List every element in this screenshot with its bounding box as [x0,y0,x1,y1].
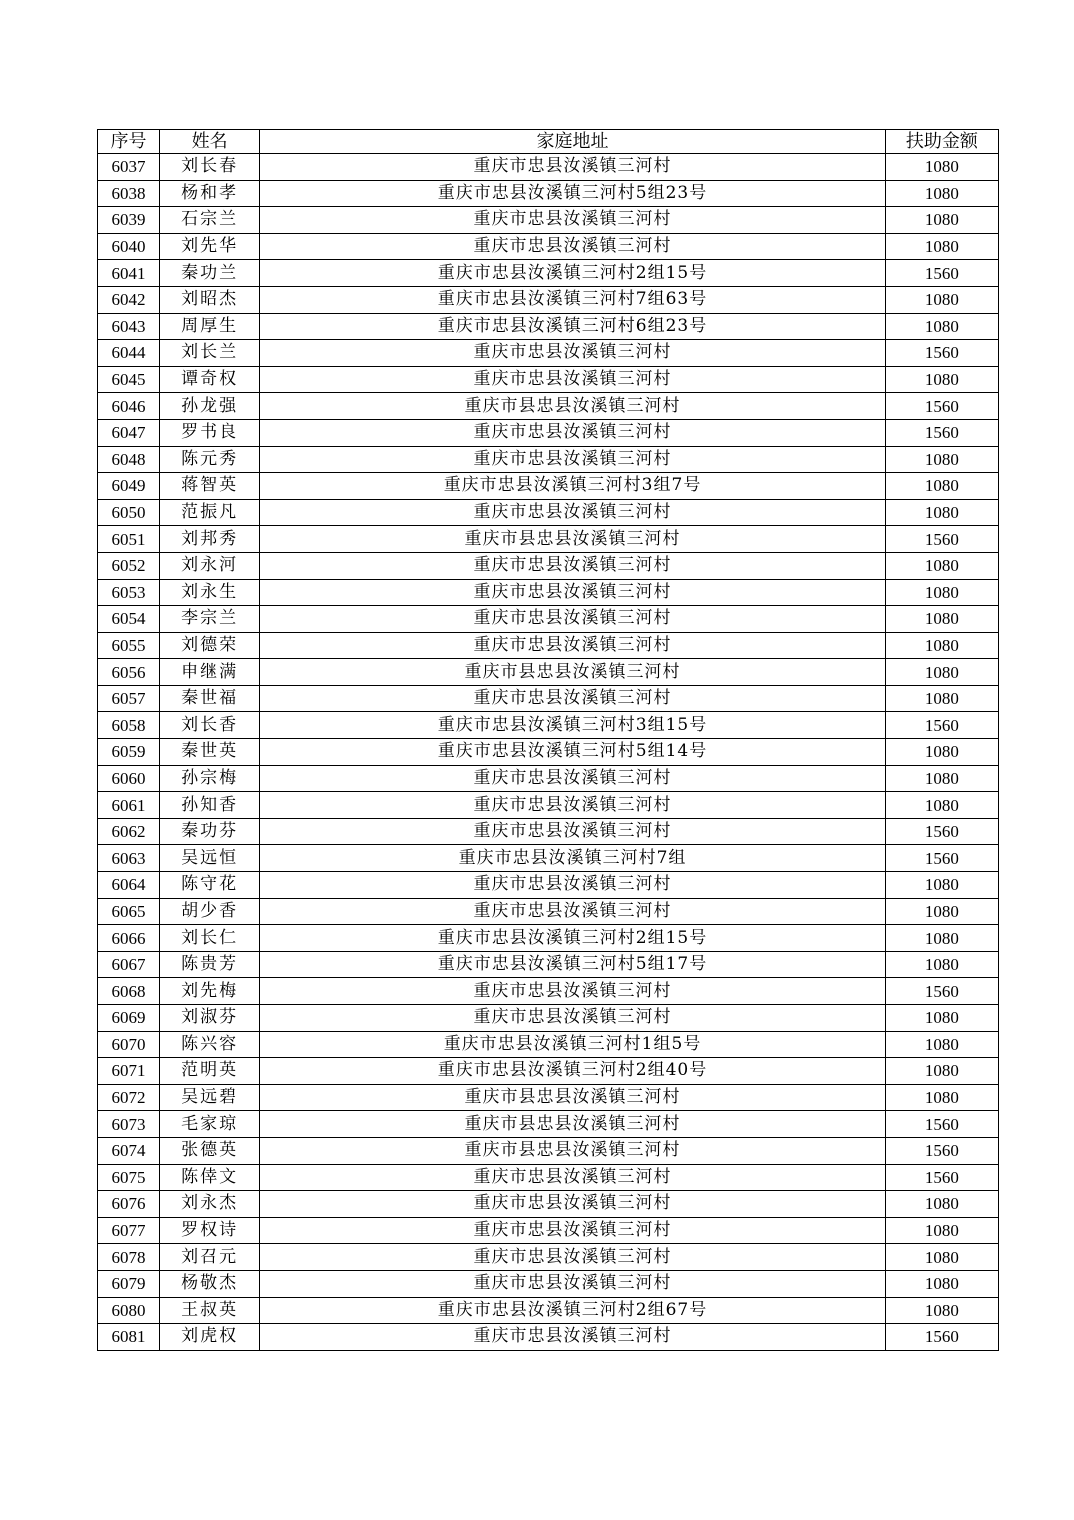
table-row [98,579,999,606]
cell-seq: 6059 [98,739,160,766]
cell-amount: 1080 [885,446,998,473]
cell-address: 重庆市忠县汝溪镇三河村 [260,579,886,606]
cell-seq: 6065 [98,898,160,925]
table-row [98,180,999,207]
table-row [98,340,999,367]
cell-seq: 6056 [98,659,160,686]
cell-name: 杨和孝 [160,180,260,207]
table-row [98,1137,999,1164]
cell-amount: 1080 [885,1005,998,1032]
cell-address: 重庆市忠县汝溪镇三河村 [260,1191,886,1218]
cell-amount: 1080 [885,739,998,766]
cell-amount: 1080 [885,207,998,234]
cell-address: 重庆市忠县汝溪镇三河村 [260,978,886,1005]
cell-address: 重庆市忠县汝溪镇三河村 [260,419,886,446]
cell-seq: 6061 [98,792,160,819]
cell-amount: 1080 [885,366,998,393]
cell-name: 刘长春 [160,154,260,181]
table-row [98,765,999,792]
cell-name: 秦世英 [160,739,260,766]
table-row [98,1084,999,1111]
cell-seq: 6074 [98,1137,160,1164]
table-row [98,872,999,899]
cell-amount: 1080 [885,685,998,712]
cell-address: 重庆市忠县汝溪镇三河村 [260,685,886,712]
cell-amount: 1080 [885,286,998,313]
cell-address: 重庆市县忠县汝溪镇三河村 [260,393,886,420]
cell-seq: 6055 [98,632,160,659]
cell-name: 范振凡 [160,499,260,526]
cell-address: 重庆市忠县汝溪镇三河村 [260,1005,886,1032]
cell-amount: 1560 [885,340,998,367]
cell-address: 重庆市县忠县汝溪镇三河村 [260,526,886,553]
cell-address: 重庆市忠县汝溪镇三河村 [260,818,886,845]
table-row [98,313,999,340]
table-row [98,659,999,686]
cell-amount: 1080 [885,1191,998,1218]
cell-amount: 1080 [885,579,998,606]
table-row [98,499,999,526]
cell-amount: 1080 [885,552,998,579]
cell-address: 重庆市忠县汝溪镇三河村 [260,792,886,819]
cell-name: 孙龙强 [160,393,260,420]
cell-name: 刘召元 [160,1244,260,1271]
cell-seq: 6070 [98,1031,160,1058]
table-row [98,1005,999,1032]
cell-seq: 6064 [98,872,160,899]
table-row [98,606,999,633]
cell-address: 重庆市忠县汝溪镇三河村3组7号 [260,473,886,500]
cell-name: 蒋智英 [160,473,260,500]
cell-amount: 1080 [885,1084,998,1111]
table-row [98,393,999,420]
table-row [98,260,999,287]
cell-seq: 6045 [98,366,160,393]
table-row [98,1111,999,1138]
cell-seq: 6052 [98,552,160,579]
table-row [98,685,999,712]
cell-amount: 1080 [885,1244,998,1271]
cell-address: 重庆市忠县汝溪镇三河村 [260,1324,886,1351]
table-row [98,845,999,872]
cell-address: 重庆市忠县汝溪镇三河村 [260,765,886,792]
cell-address: 重庆市忠县汝溪镇三河村5组14号 [260,739,886,766]
cell-address: 重庆市忠县汝溪镇三河村 [260,872,886,899]
cell-name: 罗书良 [160,419,260,446]
cell-name: 陈贵芳 [160,951,260,978]
cell-seq: 6073 [98,1111,160,1138]
cell-seq: 6060 [98,765,160,792]
cell-name: 刘先华 [160,233,260,260]
cell-seq: 6078 [98,1244,160,1271]
cell-address: 重庆市县忠县汝溪镇三河村 [260,1137,886,1164]
table-header-row [98,130,999,154]
cell-seq: 6037 [98,154,160,181]
cell-address: 重庆市忠县汝溪镇三河村7组63号 [260,286,886,313]
cell-seq: 6054 [98,606,160,633]
cell-amount: 1080 [885,313,998,340]
cell-seq: 6044 [98,340,160,367]
cell-amount: 1560 [885,526,998,553]
cell-name: 陈元秀 [160,446,260,473]
cell-amount: 1080 [885,951,998,978]
cell-address: 重庆市忠县汝溪镇三河村 [260,606,886,633]
cell-seq: 6043 [98,313,160,340]
table-row [98,792,999,819]
cell-seq: 6080 [98,1297,160,1324]
table-row [98,898,999,925]
table-row [98,446,999,473]
cell-seq: 6047 [98,419,160,446]
cell-amount: 1560 [885,419,998,446]
table-row [98,526,999,553]
cell-address: 重庆市忠县汝溪镇三河村 [260,632,886,659]
cell-address: 重庆市忠县汝溪镇三河村2组67号 [260,1297,886,1324]
cell-seq: 6076 [98,1191,160,1218]
cell-seq: 6058 [98,712,160,739]
cell-name: 杨敬杰 [160,1270,260,1297]
table-row [98,233,999,260]
table-row [98,1031,999,1058]
cell-address: 重庆市忠县汝溪镇三河村5组17号 [260,951,886,978]
cell-seq: 6048 [98,446,160,473]
table-row [98,712,999,739]
cell-amount: 1080 [885,765,998,792]
cell-address: 重庆市忠县汝溪镇三河村 [260,207,886,234]
cell-address: 重庆市忠县汝溪镇三河村 [260,1270,886,1297]
cell-seq: 6075 [98,1164,160,1191]
table-row [98,1270,999,1297]
cell-address: 重庆市忠县汝溪镇三河村5组23号 [260,180,886,207]
cell-name: 刘先梅 [160,978,260,1005]
cell-seq: 6050 [98,499,160,526]
cell-name: 孙知香 [160,792,260,819]
cell-seq: 6069 [98,1005,160,1032]
cell-address: 重庆市忠县汝溪镇三河村7组 [260,845,886,872]
cell-amount: 1560 [885,845,998,872]
cell-amount: 1560 [885,712,998,739]
cell-seq: 6040 [98,233,160,260]
cell-address: 重庆市忠县汝溪镇三河村2组15号 [260,925,886,952]
cell-name: 刘虎权 [160,1324,260,1351]
header-name: 姓名 [160,130,260,154]
table-row [98,473,999,500]
cell-amount: 1080 [885,154,998,181]
table-body [98,154,999,1351]
cell-amount: 1080 [885,1031,998,1058]
cell-name: 罗权诗 [160,1217,260,1244]
cell-seq: 6063 [98,845,160,872]
cell-name: 刘永河 [160,552,260,579]
cell-name: 秦世福 [160,685,260,712]
cell-name: 申继满 [160,659,260,686]
cell-name: 王叔英 [160,1297,260,1324]
cell-amount: 1080 [885,233,998,260]
cell-seq: 6068 [98,978,160,1005]
cell-seq: 6081 [98,1324,160,1351]
cell-amount: 1080 [885,792,998,819]
cell-name: 陈兴容 [160,1031,260,1058]
table-row [98,951,999,978]
cell-amount: 1080 [885,925,998,952]
cell-amount: 1560 [885,260,998,287]
cell-name: 刘永杰 [160,1191,260,1218]
cell-name: 张德英 [160,1137,260,1164]
cell-amount: 1080 [885,606,998,633]
cell-name: 刘长仁 [160,925,260,952]
cell-name: 刘永生 [160,579,260,606]
cell-amount: 1560 [885,1111,998,1138]
cell-address: 重庆市忠县汝溪镇三河村1组5号 [260,1031,886,1058]
cell-address: 重庆市县忠县汝溪镇三河村 [260,1111,886,1138]
cell-name: 刘德荣 [160,632,260,659]
cell-seq: 6053 [98,579,160,606]
table-row [98,1324,999,1351]
cell-amount: 1560 [885,978,998,1005]
cell-seq: 6039 [98,207,160,234]
cell-seq: 6038 [98,180,160,207]
cell-amount: 1560 [885,1137,998,1164]
cell-seq: 6062 [98,818,160,845]
assistance-table [97,129,999,1351]
table-row [98,154,999,181]
cell-amount: 1080 [885,473,998,500]
cell-seq: 6041 [98,260,160,287]
cell-name: 谭奇权 [160,366,260,393]
header-amount: 扶助金额 [885,130,998,154]
cell-address: 重庆市县忠县汝溪镇三河村 [260,659,886,686]
cell-address: 重庆市县忠县汝溪镇三河村 [260,1084,886,1111]
cell-name: 刘昭杰 [160,286,260,313]
cell-seq: 6046 [98,393,160,420]
table-row [98,1164,999,1191]
table-row [98,1058,999,1085]
cell-amount: 1560 [885,1324,998,1351]
cell-seq: 6057 [98,685,160,712]
table-row [98,366,999,393]
cell-name: 吴远恒 [160,845,260,872]
table-row [98,1191,999,1218]
cell-amount: 1560 [885,1164,998,1191]
cell-name: 毛家琼 [160,1111,260,1138]
header-address: 家庭地址 [260,130,886,154]
table-row [98,632,999,659]
cell-address: 重庆市忠县汝溪镇三河村 [260,446,886,473]
table-row [98,1244,999,1271]
cell-address: 重庆市忠县汝溪镇三河村2组15号 [260,260,886,287]
cell-name: 吴远碧 [160,1084,260,1111]
table-row [98,207,999,234]
cell-address: 重庆市忠县汝溪镇三河村 [260,1164,886,1191]
table-row [98,739,999,766]
cell-address: 重庆市忠县汝溪镇三河村 [260,233,886,260]
cell-seq: 6072 [98,1084,160,1111]
cell-seq: 6042 [98,286,160,313]
header-seq: 序号 [98,130,160,154]
cell-amount: 1080 [885,499,998,526]
cell-address: 重庆市忠县汝溪镇三河村6组23号 [260,313,886,340]
cell-name: 刘邦秀 [160,526,260,553]
cell-name: 刘长兰 [160,340,260,367]
table-row [98,925,999,952]
cell-name: 李宗兰 [160,606,260,633]
cell-address: 重庆市忠县汝溪镇三河村 [260,340,886,367]
cell-name: 刘长香 [160,712,260,739]
cell-address: 重庆市忠县汝溪镇三河村 [260,499,886,526]
cell-address: 重庆市忠县汝溪镇三河村 [260,154,886,181]
table-row [98,978,999,1005]
cell-address: 重庆市忠县汝溪镇三河村 [260,366,886,393]
cell-name: 胡少香 [160,898,260,925]
cell-amount: 1080 [885,872,998,899]
cell-amount: 1080 [885,1217,998,1244]
cell-name: 周厚生 [160,313,260,340]
cell-name: 陈守花 [160,872,260,899]
cell-amount: 1080 [885,632,998,659]
cell-seq: 6071 [98,1058,160,1085]
cell-seq: 6051 [98,526,160,553]
cell-name: 孙宗梅 [160,765,260,792]
cell-address: 重庆市忠县汝溪镇三河村 [260,898,886,925]
cell-name: 范明英 [160,1058,260,1085]
cell-amount: 1080 [885,180,998,207]
table-row [98,419,999,446]
cell-seq: 6066 [98,925,160,952]
table-row [98,1297,999,1324]
cell-address: 重庆市忠县汝溪镇三河村 [260,1244,886,1271]
cell-address: 重庆市忠县汝溪镇三河村 [260,552,886,579]
cell-amount: 1080 [885,898,998,925]
cell-name: 刘淑芬 [160,1005,260,1032]
cell-name: 陈倖文 [160,1164,260,1191]
cell-amount: 1080 [885,1297,998,1324]
cell-amount: 1080 [885,1270,998,1297]
cell-name: 秦功兰 [160,260,260,287]
cell-address: 重庆市忠县汝溪镇三河村3组15号 [260,712,886,739]
cell-amount: 1080 [885,659,998,686]
table-row [98,286,999,313]
cell-amount: 1560 [885,393,998,420]
cell-amount: 1080 [885,1058,998,1085]
cell-amount: 1560 [885,818,998,845]
cell-seq: 6067 [98,951,160,978]
table-row [98,1217,999,1244]
cell-name: 秦功芬 [160,818,260,845]
cell-seq: 6079 [98,1270,160,1297]
cell-address: 重庆市忠县汝溪镇三河村2组40号 [260,1058,886,1085]
table-row [98,818,999,845]
cell-seq: 6049 [98,473,160,500]
cell-name: 石宗兰 [160,207,260,234]
cell-address: 重庆市忠县汝溪镇三河村 [260,1217,886,1244]
table-row [98,552,999,579]
cell-seq: 6077 [98,1217,160,1244]
